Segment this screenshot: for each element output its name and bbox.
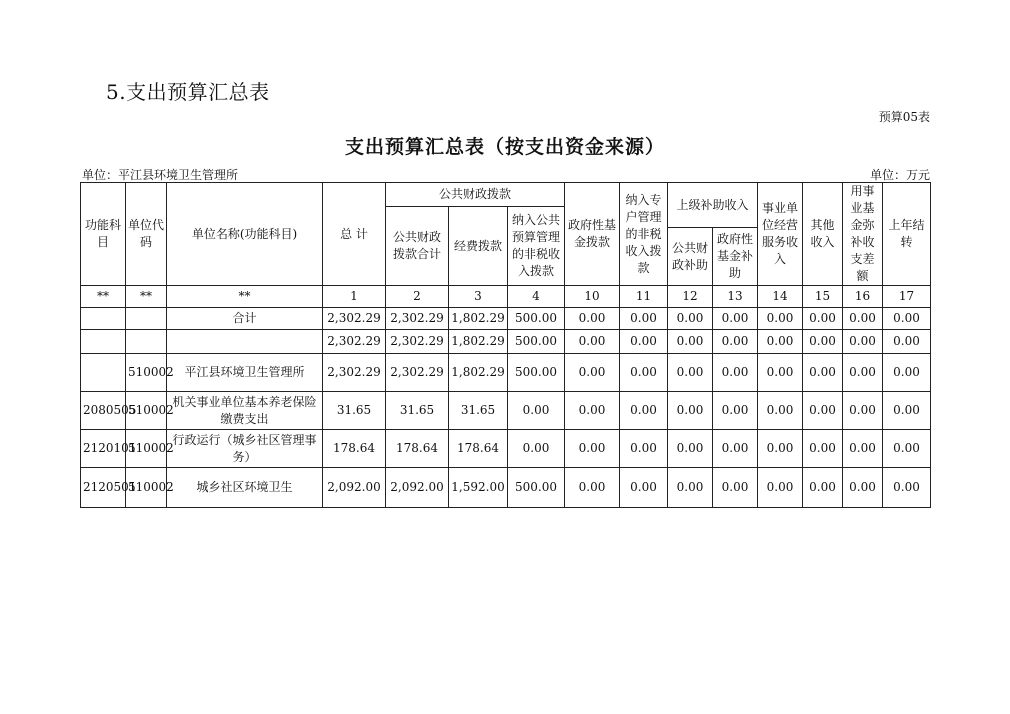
value-cell: 0.00 bbox=[843, 330, 883, 354]
value-cell: 2,302.29 bbox=[323, 308, 386, 330]
value-cell: 0.00 bbox=[565, 430, 620, 468]
value-cell: 500.00 bbox=[508, 468, 565, 508]
table-row bbox=[81, 430, 931, 468]
value-cell: 0.00 bbox=[843, 354, 883, 392]
index-cell: 15 bbox=[803, 286, 843, 308]
func-code-cell: 2120101 bbox=[81, 430, 126, 468]
value-cell: 0.00 bbox=[758, 330, 803, 354]
func-code-cell bbox=[81, 330, 126, 354]
value-cell: 1,802.29 bbox=[449, 308, 508, 330]
header-special-nontax: 纳入专户管理的非税收入拨款 bbox=[620, 183, 668, 286]
value-cell: 0.00 bbox=[713, 430, 758, 468]
value-cell: 0.00 bbox=[883, 430, 931, 468]
value-cell: 0.00 bbox=[883, 354, 931, 392]
value-cell: 0.00 bbox=[620, 430, 668, 468]
index-row bbox=[81, 286, 931, 308]
value-cell: 2,302.29 bbox=[323, 354, 386, 392]
value-cell: 0.00 bbox=[668, 354, 713, 392]
currency-unit-label: 单位：万元 bbox=[869, 168, 930, 182]
index-cell: 4 bbox=[508, 286, 565, 308]
value-cell: 0.00 bbox=[803, 468, 843, 508]
value-cell: 0.00 bbox=[668, 330, 713, 354]
value-cell: 0.00 bbox=[713, 330, 758, 354]
value-cell: 2,302.29 bbox=[386, 308, 449, 330]
func-code-cell: 2080505 bbox=[81, 392, 126, 430]
unit-code-cell bbox=[126, 330, 167, 354]
value-cell: 178.64 bbox=[449, 430, 508, 468]
header-public-finance-total: 公共财政拨款合计 bbox=[386, 207, 449, 286]
value-cell: 0.00 bbox=[713, 392, 758, 430]
value-cell: 0.00 bbox=[713, 468, 758, 508]
value-cell: 0.00 bbox=[803, 392, 843, 430]
table-row bbox=[81, 354, 931, 392]
unit-code-cell: 510002 bbox=[126, 430, 167, 468]
value-cell: 0.00 bbox=[843, 392, 883, 430]
value-cell: 2,092.00 bbox=[323, 468, 386, 508]
value-cell: 0.00 bbox=[713, 354, 758, 392]
index-cell: 10 bbox=[565, 286, 620, 308]
value-cell: 0.00 bbox=[620, 354, 668, 392]
value-cell: 0.00 bbox=[713, 308, 758, 330]
index-cell: 13 bbox=[713, 286, 758, 308]
value-cell: 2,302.29 bbox=[386, 354, 449, 392]
value-cell: 0.00 bbox=[565, 392, 620, 430]
func-code-cell bbox=[81, 308, 126, 330]
header-carryover: 上年结转 bbox=[883, 183, 931, 286]
index-cell: ** bbox=[167, 286, 323, 308]
index-cell: 14 bbox=[758, 286, 803, 308]
header-funding: 经费拨款 bbox=[449, 207, 508, 286]
value-cell: 0.00 bbox=[758, 468, 803, 508]
value-cell: 178.64 bbox=[386, 430, 449, 468]
unit-label: 单位：平江县环境卫生管理所 bbox=[82, 168, 239, 182]
value-cell: 500.00 bbox=[508, 354, 565, 392]
unit-name-cell: 行政运行（城乡社区管理事务） bbox=[167, 430, 323, 468]
header-row-1 bbox=[81, 183, 931, 207]
value-cell: 0.00 bbox=[803, 354, 843, 392]
value-cell: 0.00 bbox=[883, 468, 931, 508]
index-cell: ** bbox=[126, 286, 167, 308]
value-cell: 1,592.00 bbox=[449, 468, 508, 508]
table-row bbox=[81, 468, 931, 508]
header-business-income: 事业单位经营服务收入 bbox=[758, 183, 803, 286]
unit-name-cell: 合计 bbox=[167, 308, 323, 330]
value-cell: 0.00 bbox=[883, 392, 931, 430]
table-title: 支出预算汇总表（按支出资金来源） bbox=[344, 136, 665, 158]
value-cell: 0.00 bbox=[758, 430, 803, 468]
index-cell: 2 bbox=[386, 286, 449, 308]
unit-code-cell: 510002 bbox=[126, 354, 167, 392]
value-cell: 0.00 bbox=[843, 468, 883, 508]
value-cell: 500.00 bbox=[508, 308, 565, 330]
value-cell: 0.00 bbox=[758, 308, 803, 330]
header-fund-deficit: 用事业基金弥补收支差额 bbox=[843, 183, 883, 286]
header-unit-code: 单位代码 bbox=[126, 183, 167, 286]
header-unit-name: 单位名称(功能科目) bbox=[167, 183, 323, 286]
index-cell: 3 bbox=[449, 286, 508, 308]
value-cell: 0.00 bbox=[620, 468, 668, 508]
value-cell: 0.00 bbox=[803, 430, 843, 468]
budget-summary-table bbox=[80, 182, 931, 508]
value-cell: 0.00 bbox=[565, 330, 620, 354]
header-gov-fund-subsidy: 政府性基金补助 bbox=[713, 228, 758, 286]
index-cell: 16 bbox=[843, 286, 883, 308]
header-nontax: 纳入公共预算管理的非税收入拨款 bbox=[508, 207, 565, 286]
unit-name-cell bbox=[167, 330, 323, 354]
value-cell: 2,302.29 bbox=[386, 330, 449, 354]
index-cell: ** bbox=[81, 286, 126, 308]
unit-code-cell bbox=[126, 308, 167, 330]
value-cell: 0.00 bbox=[620, 330, 668, 354]
value-cell: 0.00 bbox=[668, 430, 713, 468]
value-cell: 178.64 bbox=[323, 430, 386, 468]
value-cell: 0.00 bbox=[565, 468, 620, 508]
header-gov-fund: 政府性基金拨款 bbox=[565, 183, 620, 286]
value-cell: 0.00 bbox=[565, 308, 620, 330]
value-cell: 31.65 bbox=[323, 392, 386, 430]
index-cell: 11 bbox=[620, 286, 668, 308]
value-cell: 0.00 bbox=[668, 468, 713, 508]
index-cell: 1 bbox=[323, 286, 386, 308]
value-cell: 31.65 bbox=[386, 392, 449, 430]
header-public-finance: 公共财政拨款 bbox=[386, 183, 565, 207]
section-heading: 5.支出预算汇总表 bbox=[106, 80, 270, 104]
func-code-cell bbox=[81, 354, 126, 392]
value-cell: 0.00 bbox=[620, 308, 668, 330]
value-cell: 2,092.00 bbox=[386, 468, 449, 508]
value-cell: 0.00 bbox=[883, 330, 931, 354]
unit-code-cell: 510002 bbox=[126, 392, 167, 430]
header-other-income: 其他收入 bbox=[803, 183, 843, 286]
value-cell: 0.00 bbox=[565, 354, 620, 392]
form-number: 预算05表 bbox=[878, 110, 930, 124]
header-func-code: 功能科目 bbox=[81, 183, 126, 286]
index-cell: 17 bbox=[883, 286, 931, 308]
header-superior-subsidy: 上级补助收入 bbox=[668, 183, 758, 228]
value-cell: 2,302.29 bbox=[323, 330, 386, 354]
value-cell: 0.00 bbox=[883, 308, 931, 330]
unit-name-cell: 机关事业单位基本养老保险缴费支出 bbox=[167, 392, 323, 430]
unit-name-cell: 城乡社区环境卫生 bbox=[167, 468, 323, 508]
value-cell: 0.00 bbox=[668, 308, 713, 330]
value-cell: 1,802.29 bbox=[449, 354, 508, 392]
value-cell: 0.00 bbox=[803, 308, 843, 330]
value-cell: 0.00 bbox=[508, 430, 565, 468]
table-row-total bbox=[81, 308, 931, 330]
value-cell: 0.00 bbox=[508, 392, 565, 430]
value-cell: 500.00 bbox=[508, 330, 565, 354]
value-cell: 0.00 bbox=[668, 392, 713, 430]
value-cell: 0.00 bbox=[803, 330, 843, 354]
value-cell: 0.00 bbox=[758, 354, 803, 392]
table-row bbox=[81, 330, 931, 354]
value-cell: 0.00 bbox=[620, 392, 668, 430]
func-code-cell: 2120501 bbox=[81, 468, 126, 508]
table-row bbox=[81, 392, 931, 430]
unit-name-cell: 平江县环境卫生管理所 bbox=[167, 354, 323, 392]
header-public-finance-subsidy: 公共财政补助 bbox=[668, 228, 713, 286]
value-cell: 0.00 bbox=[843, 308, 883, 330]
value-cell: 1,802.29 bbox=[449, 330, 508, 354]
header-total: 总 计 bbox=[323, 183, 386, 286]
value-cell: 31.65 bbox=[449, 392, 508, 430]
value-cell: 0.00 bbox=[843, 430, 883, 468]
index-cell: 12 bbox=[668, 286, 713, 308]
value-cell: 0.00 bbox=[758, 392, 803, 430]
unit-code-cell: 510002 bbox=[126, 468, 167, 508]
